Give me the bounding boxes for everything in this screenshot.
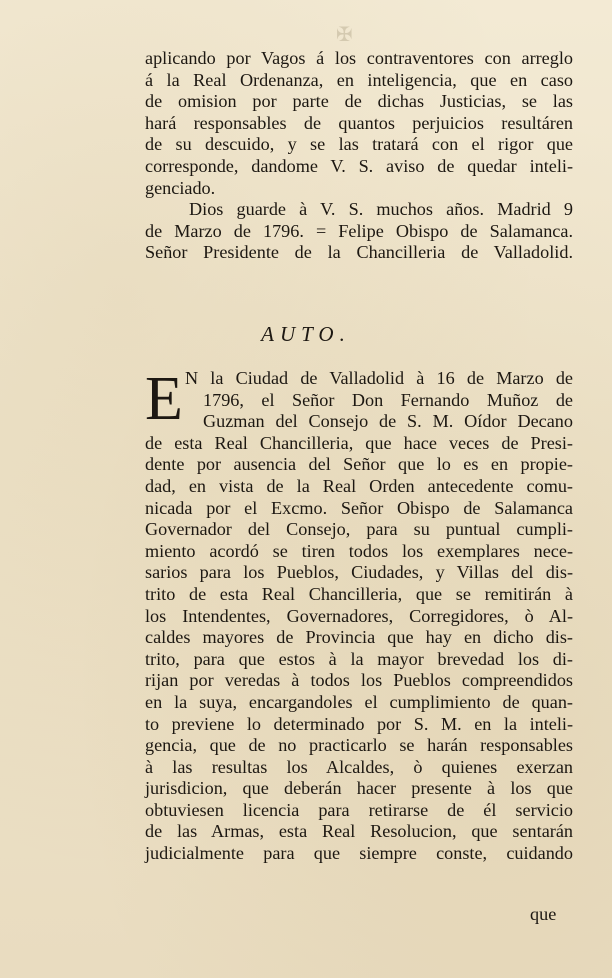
- text-line: genciado.: [145, 177, 216, 198]
- text-line: de su descuido, y se las tratará con el rigor que: [145, 134, 573, 155]
- catchword: que: [530, 904, 557, 924]
- text-line: jurisdicion, que deberán hacer presente à los que: [145, 778, 573, 799]
- text-line: trito, para que estos à la mayor brevedad los di-: [145, 648, 573, 669]
- closing-signature: [145, 199, 573, 264]
- text-line: Dios guarde à V. S. muchos años. Madrid 9: [189, 199, 573, 220]
- paragraph-continuation: [145, 48, 573, 264]
- text-line: corresponde, dandome V. S. aviso de quedar inteli-: [145, 155, 573, 176]
- text-line: 1796, el Señor Don Fernando Muñoz de: [203, 389, 573, 410]
- text-line: de omision por parte de dichas Justicias, se las: [145, 91, 573, 112]
- text-line: nicada por el Excmo. Señor Obispo de Salamanca: [145, 497, 573, 518]
- drop-cap: E: [145, 365, 183, 433]
- text-line: en la suya, encargandoles el cumplimiento de quan-: [145, 691, 573, 712]
- ornament-icon: ✠: [336, 22, 353, 46]
- text-line: judicialmente para que siempre conste, cuidando: [145, 843, 573, 864]
- section-heading: AUTO.: [261, 322, 351, 346]
- text-line: gencia, que de no practicarlo se harán responsables: [145, 735, 573, 756]
- text-line: N la Ciudad de Valladolid à 16 de Marzo de: [185, 368, 573, 388]
- text-line: de Marzo de 1796. = Felipe Obispo de Salamanca.: [145, 220, 573, 241]
- text-line: rijan por veredas à todos los Pueblos compreendidos: [145, 670, 573, 691]
- text-line: miento acordó se tiren todos los exemplares nece-: [145, 540, 573, 561]
- text-line: dente por ausencia del Señor que lo es en propie-: [145, 454, 573, 475]
- text-line: obtuviesen licencia para retirarse de él servicio: [145, 799, 573, 820]
- auto-body: [145, 365, 573, 865]
- text-line: Guzman del Consejo de S. M. Oídor Decano: [203, 411, 573, 432]
- text-line: trito de esta Real Chancilleria, que se remitirán à: [145, 583, 573, 604]
- text-line: de esta Real Chancilleria, que hace veces de Presi-: [145, 432, 573, 453]
- text-line: à las resultas los Alcaldes, ò quienes exerzan: [145, 756, 573, 777]
- text-line: Governador del Consejo, para su puntual cumpli-: [145, 519, 573, 540]
- text-line: á la Real Ordenanza, en inteligencia, que en caso: [145, 69, 573, 90]
- text-line: hará responsables de quantos perjuicios resultáren: [145, 112, 573, 133]
- text-line: sarios para los Pueblos, Ciudades, y Villas del dis-: [145, 562, 573, 583]
- paragraph-1: [145, 48, 573, 199]
- text-line: Señor Presidente de la Chancilleria de Valladolid.: [145, 242, 573, 263]
- text-line: aplicando por Vagos á los contraventores con arreglo: [145, 48, 573, 68]
- text-line: de las Armas, esta Real Resolucion, que sentarán: [145, 821, 573, 842]
- text-line: dad, en vista de la Real Orden antecedente comu-: [145, 475, 573, 496]
- text-line: to previene lo determinado por S. M. en la inteli-: [145, 713, 573, 734]
- text-line: los Intendentes, Governadores, Corregidores, ò Al-: [145, 605, 573, 626]
- text-line: caldes mayores de Provincia que hay en dicho dis-: [145, 627, 573, 648]
